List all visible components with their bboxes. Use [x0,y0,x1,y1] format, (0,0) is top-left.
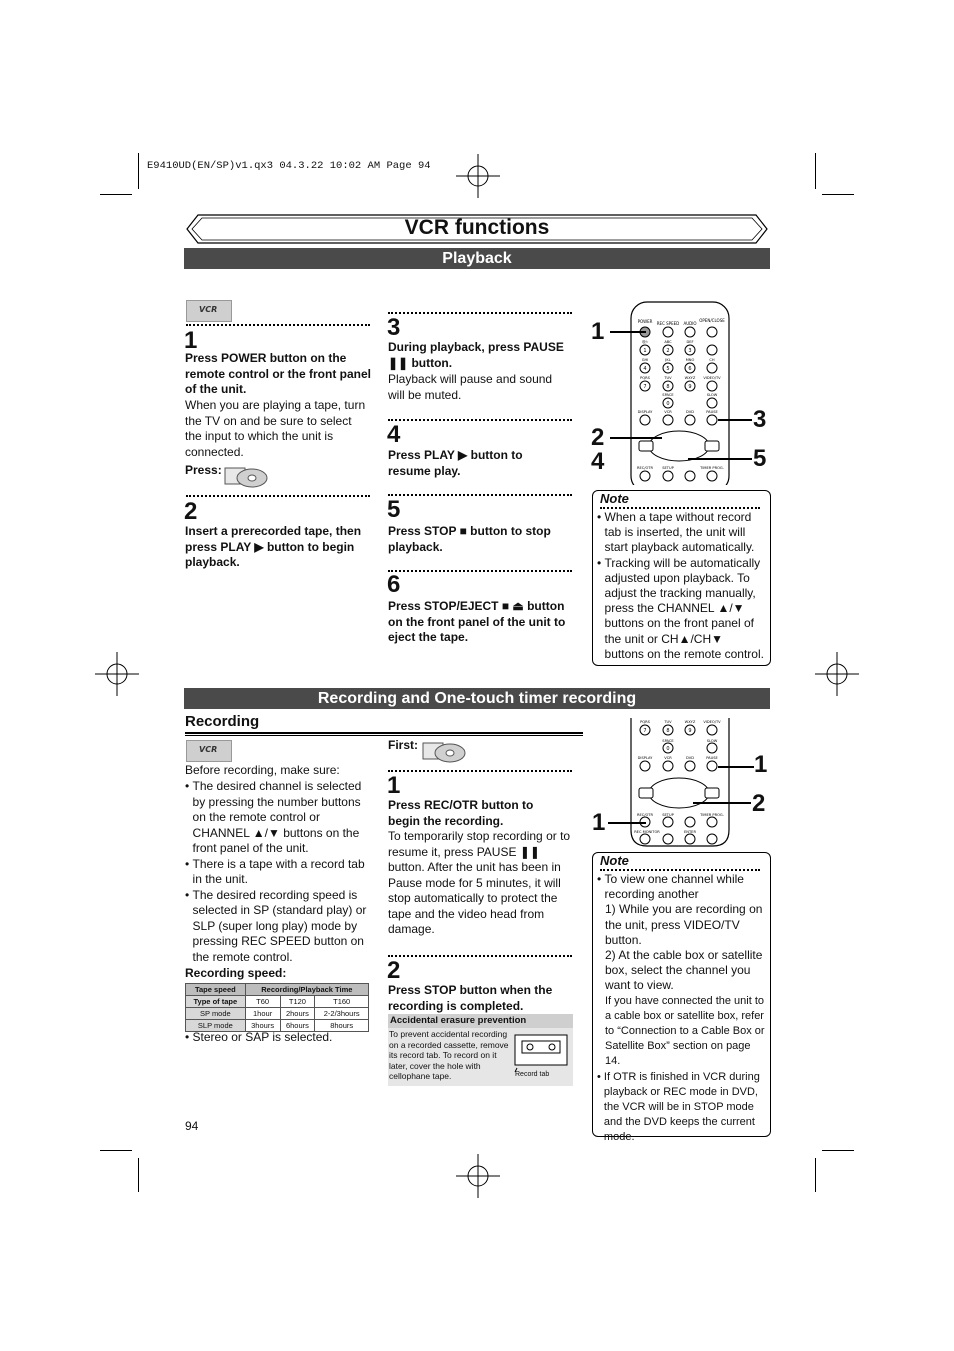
table-header: Recording/Playback Time [245,984,368,996]
note-list: • To view one channel while recording another 1) While you are recording on the unit, press VIDEO/TV button. 2) At the cable box or satellite box, select the channel you want to view. If you have connected the unit to a cable box or satellite box, refer to “Connection to a Cable Box or Satellite Box” section on page 14. • If OTR is finished in VCR during playback or REC mode in DVD, the VCR will be in STOP mode and the DVD keeps the current mode. [597,872,767,1146]
remote-label: ABC [664,340,672,344]
remote-digit: 1 [643,348,647,354]
vcr-badge [186,300,232,322]
dotted-divider [600,869,760,871]
table-cell: 6hours [280,1020,315,1032]
remote-label: DEF [686,340,694,344]
remote-label: SETUP [662,813,674,817]
note-item: To view one channel while recording another [604,872,744,902]
callout-number: 1 [754,751,768,778]
callout-line [718,766,754,768]
registration-mark-icon [815,652,859,696]
registration-mark-icon [456,1154,500,1198]
step-instruction: Insert a prerecorded tape, then press PLAY ▶ button to begin playback. [185,524,362,569]
remote-digit: 6 [688,366,692,372]
table-cell: 2-2/3hours [315,1008,369,1020]
rule [185,735,583,736]
remote-label: TIMER PROG. [700,466,724,470]
table-cell: 3hours [245,1020,280,1032]
cassette-icon [512,1032,570,1072]
remote-label: DVD [686,756,694,760]
step-number: 3 [387,314,401,341]
section-heading-playback: Playback [184,248,770,269]
remote-label: REC MONITOR [634,830,660,834]
remote-label: AUDIO [683,321,697,326]
step-number: 2 [184,498,198,525]
dotted-divider [388,419,572,421]
remote-label: POWER [637,319,653,324]
remote-label: PQRS [640,720,650,724]
remote-label: OPEN/CLOSE [699,318,725,323]
callout-number: 1 [592,809,606,836]
remote-label: REC SPEED [656,321,680,326]
remote-digit: 2 [666,348,670,354]
recording-speed-table [185,983,369,1032]
dotted-divider [600,507,760,509]
page-title: VCR functions [404,216,550,239]
remote-label: SPACE [662,739,674,743]
step-instruction: Press STOP button when the recording is completed. [388,983,553,1013]
remote-label: VCR [664,756,672,760]
power-disc-icon [422,740,466,764]
rule [185,732,583,734]
callout-number: 5 [753,445,767,472]
callout-number: 2 [752,790,766,817]
remote-digit: 0 [666,746,670,752]
step-description: Playback will pause and sound will be muted. [388,372,553,402]
remote-label: SLOW [706,393,718,397]
dotted-divider [388,570,572,572]
remote-label: SLOW [706,739,718,743]
step-number: 1 [184,327,198,354]
table-header: Tape speed [186,984,246,996]
table-cell: T120 [280,996,315,1008]
accidental-erasure-text: To prevent accidental recording on a recorded cassette, remove its record tab. To record on it later, cover the hole with cellophane tape. [389,1029,509,1082]
table-cell: 1hour [245,1008,280,1020]
remote-label: TIMER PROG. [700,813,724,817]
prerequisite-item: There is a tape with a record tab in the unit. [192,856,365,886]
remote-label: DVD [686,410,694,414]
remote-label: ENTER [684,830,696,834]
vcr-badge-label: VCR [199,305,218,314]
remote-digit: 4 [643,366,647,372]
vcr-badge-label: VCR [199,745,218,754]
step-instruction: Press REC/OTR button to begin the recording. [388,798,534,828]
remote-digit: 0 [666,401,670,407]
callout-number: 2 [591,424,605,451]
remote-label: REC/OTR [636,466,654,470]
crop-mark [822,194,854,195]
crop-mark [138,1158,139,1192]
remote-label: DISPLAY [637,756,653,760]
remote-label: VIDEO/TV [703,720,721,724]
remote-label: MNO [685,358,695,362]
step-description: To temporarily stop recording or to resume it, press PAUSE ❚❚ button. After the unit has been in Pause mode for 5 minutes, it will stop automatically to protect the tape and the video head from damage. [388,829,571,936]
table-cell: T160 [315,996,369,1008]
press-label: Press: [185,463,222,477]
remote-label: VCR [664,410,672,414]
step-number: 2 [387,957,401,984]
registration-mark-icon [456,154,500,198]
step-number: 4 [387,421,401,448]
recording-intro: Before recording, make sure: [185,763,340,777]
crop-mark [138,153,139,189]
section-heading-recording: Recording and One-touch timer recording [184,688,770,709]
crop-mark [100,194,132,195]
step-instruction: Press STOP ■ button to stop playback. [388,524,551,554]
note-item: If OTR is finished in VCR during playback or REC mode in DVD, the VCR will be in STOP mode and the DVD keeps the current mode. [603,1070,760,1144]
print-slug: E9410UD(EN/SP)v1.qx3 04.3.22 10:02 AM Page 94 [147,160,431,172]
recording-speed-label: Recording speed: [185,966,287,980]
note-item: Tracking will be automatically adjusted upon playback. To adjust the tracking manually, press the CHANNEL ▲/▼ buttons on the front panel of the unit or CH▲/CH▼ buttons on the remote control. [604,555,764,661]
note-list: • When a tape without record tab is inserted, the unit will start playback automatically. • Tracking will be automatically adjusted upon playback. To adjust the tracking manually, press the CHANNEL ▲/▼ buttons on the front panel of the unit or CH▲/CH▼ buttons on the remote control. [597,510,764,661]
remote-label: GHI [641,358,649,362]
note-subitem: If you have connected the unit to a cable box or satellite box, refer to “Connection to a Cable Box or Satellite Box” section on page 14. [605,994,765,1068]
note-title: Note [600,491,629,506]
remote-digit: 3 [688,348,692,354]
table-cell: SP mode [186,1008,246,1020]
note-title: Note [600,853,629,868]
note-subitem: 2) At the cable box or satellite box, select the channel you want to view. [605,948,763,993]
table-cell: 2hours [280,1008,315,1020]
step-instruction: During playback, press PAUSE ❚❚ button. [388,340,564,370]
step-number: 6 [387,571,401,598]
prerequisite-item: The desired channel is selected by pressing the number buttons on the remote control or CHANNEL ▲/▼ buttons on the front panel of the unit. [192,779,362,855]
remote-label: SETUP [662,466,674,470]
crop-mark [815,1158,816,1192]
remote-digit: 8 [666,728,670,734]
accidental-erasure-title: Accidental erasure prevention [388,1014,573,1028]
remote-label: JKL [665,358,671,362]
callout-number: 3 [753,406,767,433]
remote-digit: 7 [643,384,647,390]
remote-label: WXYZ [684,720,696,724]
remote-control-illustration [625,718,735,848]
remote-label: VIDEO/TV [703,376,721,380]
remote-label: PAUSE [706,410,718,414]
dotted-divider [388,494,572,496]
table-cell: Type of tape [186,996,246,1008]
table-cell: SLP mode [186,1020,246,1032]
remote-digit: 9 [688,728,692,734]
crop-mark [100,1150,132,1151]
dotted-divider [388,770,572,772]
stereo-note: • Stereo or SAP is selected. [185,1030,333,1044]
callout-number: 4 [591,448,605,475]
note-item: When a tape without record tab is inserted, the unit will start playback automatically. [604,510,755,555]
remote-label: REC/OTR [636,813,654,817]
remote-digit: 5 [666,366,670,372]
power-disc-icon [224,465,268,489]
remote-label: SPACE [662,393,674,397]
prerequisite-item: The desired recording speed is selected in SP (standard play) or SLP (super long play) mode by pressing REC SPEED button on the remote control. [192,887,367,964]
remote-label: WXYZ [684,376,696,380]
callout-line [608,822,646,824]
table-cell: T60 [245,996,280,1008]
step-instruction: Press PLAY ▶ button to resume play. [388,448,523,478]
callout-line [610,331,646,333]
remote-label: TUV [664,376,672,380]
callout-line [718,419,752,421]
dotted-divider [186,495,370,497]
remote-label: @/: [641,340,649,344]
remote-digit: 8 [666,384,670,390]
prerequisite-list: • The desired channel is selected by pressing the number buttons on the remote control or CHANNEL ▲/▼ buttons on the front panel of the unit. • There is a tape with a record tab in the unit. • The desired recording speed is selected in SP (standard play) or SLP (super long play) mode by pressing REC SPEED button on the remote control. [185,779,373,965]
remote-label: DISPLAY [637,410,653,414]
note-subitem: 1) While you are recording on the unit, press VIDEO/TV button. [605,902,763,947]
callout-line [688,458,752,460]
crop-mark [815,153,816,189]
remote-label: PQRS [640,376,650,380]
remote-digit: 9 [688,384,692,390]
remote-label: TUV [664,720,672,724]
step-number: 5 [387,496,401,523]
crop-mark [822,1150,854,1151]
step-instruction: Press STOP/EJECT ■ ⏏ button on the front panel of the unit to eject the tape. [388,599,566,644]
dotted-divider [186,324,370,326]
callout-line [610,437,662,439]
step-instruction: Press POWER button on the remote control or the front panel of the unit. [185,351,372,396]
table-cell: 8hours [315,1020,369,1032]
step-description: When you are playing a tape, turn the TV on and be sure to select the input to which the unit is connected. [185,398,366,459]
step-number: 1 [387,772,401,799]
dotted-divider [388,955,572,957]
remote-label: PAUSE [706,756,718,760]
registration-mark-icon [95,652,139,696]
dotted-divider [388,312,572,314]
vcr-badge [186,740,232,762]
remote-digit: 7 [643,728,647,734]
callout-number: 1 [591,318,605,345]
subheading-recording: Recording [185,713,260,730]
first-label: First: [388,738,418,752]
page-number: 94 [185,1119,199,1133]
callout-line [693,802,751,804]
remote-label: CH [709,358,715,362]
record-tab-label: Record tab [515,1071,550,1078]
